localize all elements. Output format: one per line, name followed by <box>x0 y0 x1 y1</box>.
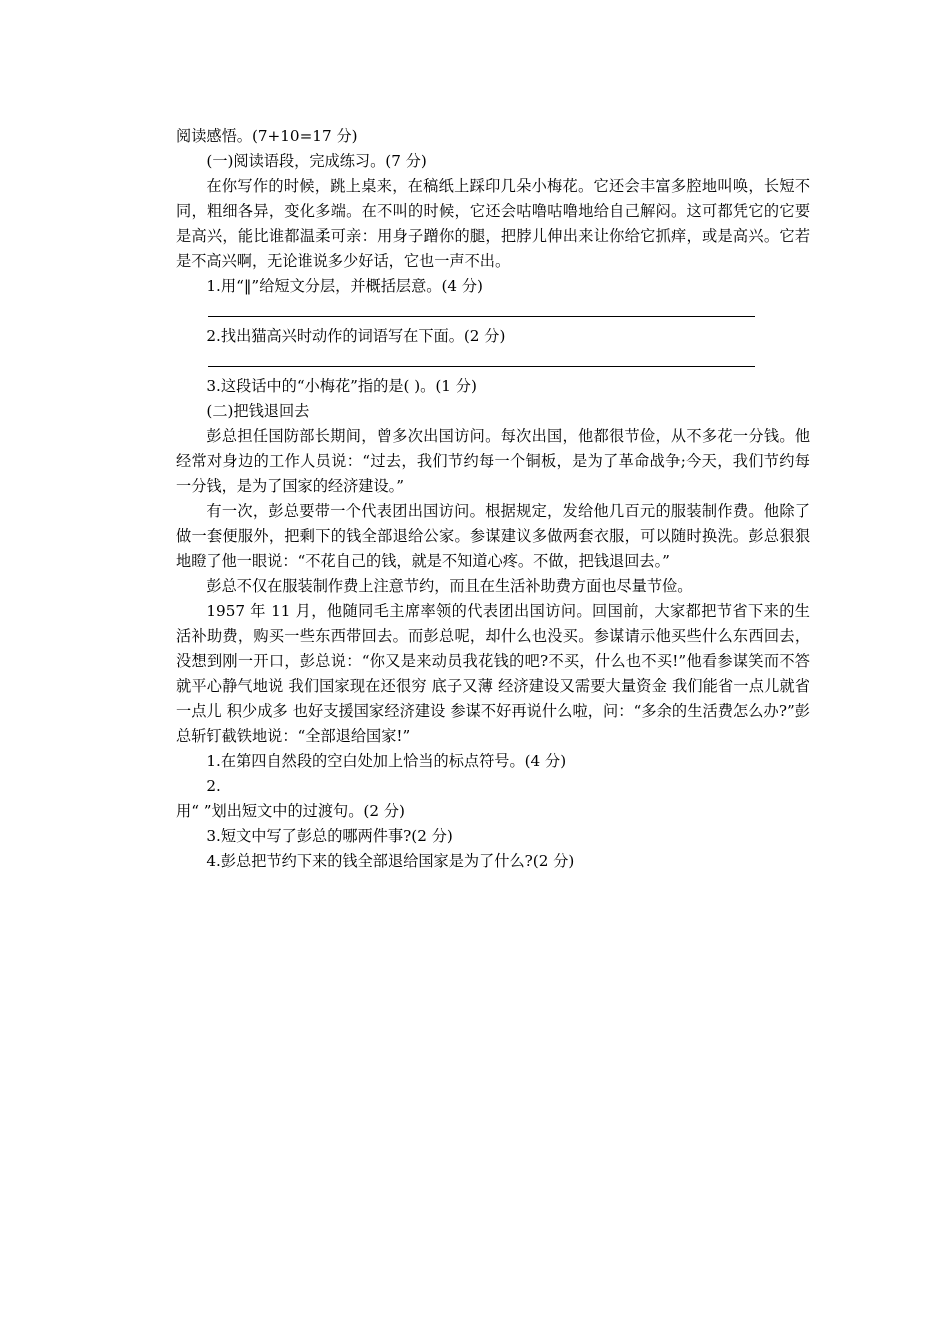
part1-heading: (一)阅读语段，完成练习。(7 分) <box>206 152 427 170</box>
part2-paragraph-1: 彭总担任国防部长期间，曾多次出国访问。每次出国，他都很节俭，从不多花一分钱。他经常对身边的工作人员说：“过去，我们节约每一个铜板，是为了革命战争;今天，我们节约每一分钱，是为了国家的经济建设。” <box>176 427 810 495</box>
reading-section <box>176 124 810 874</box>
answer-line[interactable] <box>176 349 810 374</box>
part1-question-2: 2.找出猫高兴时动作的词语写在下面。(2 分) <box>206 327 506 345</box>
part2-question-2-text: 用“ ”划出短文中的过渡句。(2 分) <box>176 802 405 820</box>
part2-question-2-number: 2. <box>206 777 221 795</box>
part2-question-1: 1.在第四自然段的空白处加上恰当的标点符号。(4 分) <box>206 752 567 770</box>
part1-question-1: 1.用“‖”给短文分层，并概括层意。(4 分) <box>206 277 483 295</box>
part2-paragraph-4: 1957 年 11 月，他随同毛主席率领的代表团出国访问。回国前，大家都把节省下来的生活补助费，购买一些东西带回去。而彭总呢，却什么也没买。参谋请示他买些什么东西回去，没想到刚一开口，彭总说：“你又是来动员我花钱的吧?不买，什么也不买!”他看参谋笑而不答 就平心静气地说 我们国家现在还很穷 底子又薄 经济建设又需要大量资金 我们能省一点儿就省一点儿 积少成多 也好支援国家经济建设 参谋不好再说什么啦，问：“多余的生活费怎么办?”彭总斩钉截铁地说：“全部退给国家!” <box>176 602 810 745</box>
section-title: 阅读感悟。(7+10=17 分) <box>176 127 358 145</box>
part1-question-3: 3.这段话中的“小梅花”指的是( )。(1 分) <box>206 377 477 395</box>
part2-paragraph-2: 有一次，彭总要带一个代表团出国访问。根据规定，发给他几百元的服装制作费。他除了做一套便服外，把剩下的钱全部退给公家。参谋建议多做两套衣服，可以随时换洗。彭总狠狠地瞪了他一眼说：“不花自己的钱，就是不知道心疼。不做，把钱退回去。” <box>176 502 810 570</box>
part2-question-4: 4.彭总把节约下来的钱全部退给国家是为了什么?(2 分) <box>206 852 575 870</box>
part2-paragraph-3: 彭总不仅在服装制作费上注意节约，而且在生活补助费方面也尽量节俭。 <box>206 577 693 595</box>
part2-question-3: 3.短文中写了彭总的哪两件事?(2 分) <box>206 827 453 845</box>
answer-line[interactable] <box>176 299 810 324</box>
part2-heading: (二)把钱退回去 <box>206 402 310 420</box>
part1-passage: 在你写作的时候，跳上桌来，在稿纸上踩印几朵小梅花。它还会丰富多腔地叫唤，长短不同，粗细各异，变化多端。在不叫的时候，它还会咕噜咕噜地给自己解闷。这可都凭它的它要是高兴，能比谁都温柔可亲：用身子蹭你的腿，把脖儿伸出来让你给它抓痒，或是高兴。它若是不高兴啊，无论谁说多少好话，它也一声不出。 <box>176 177 810 270</box>
